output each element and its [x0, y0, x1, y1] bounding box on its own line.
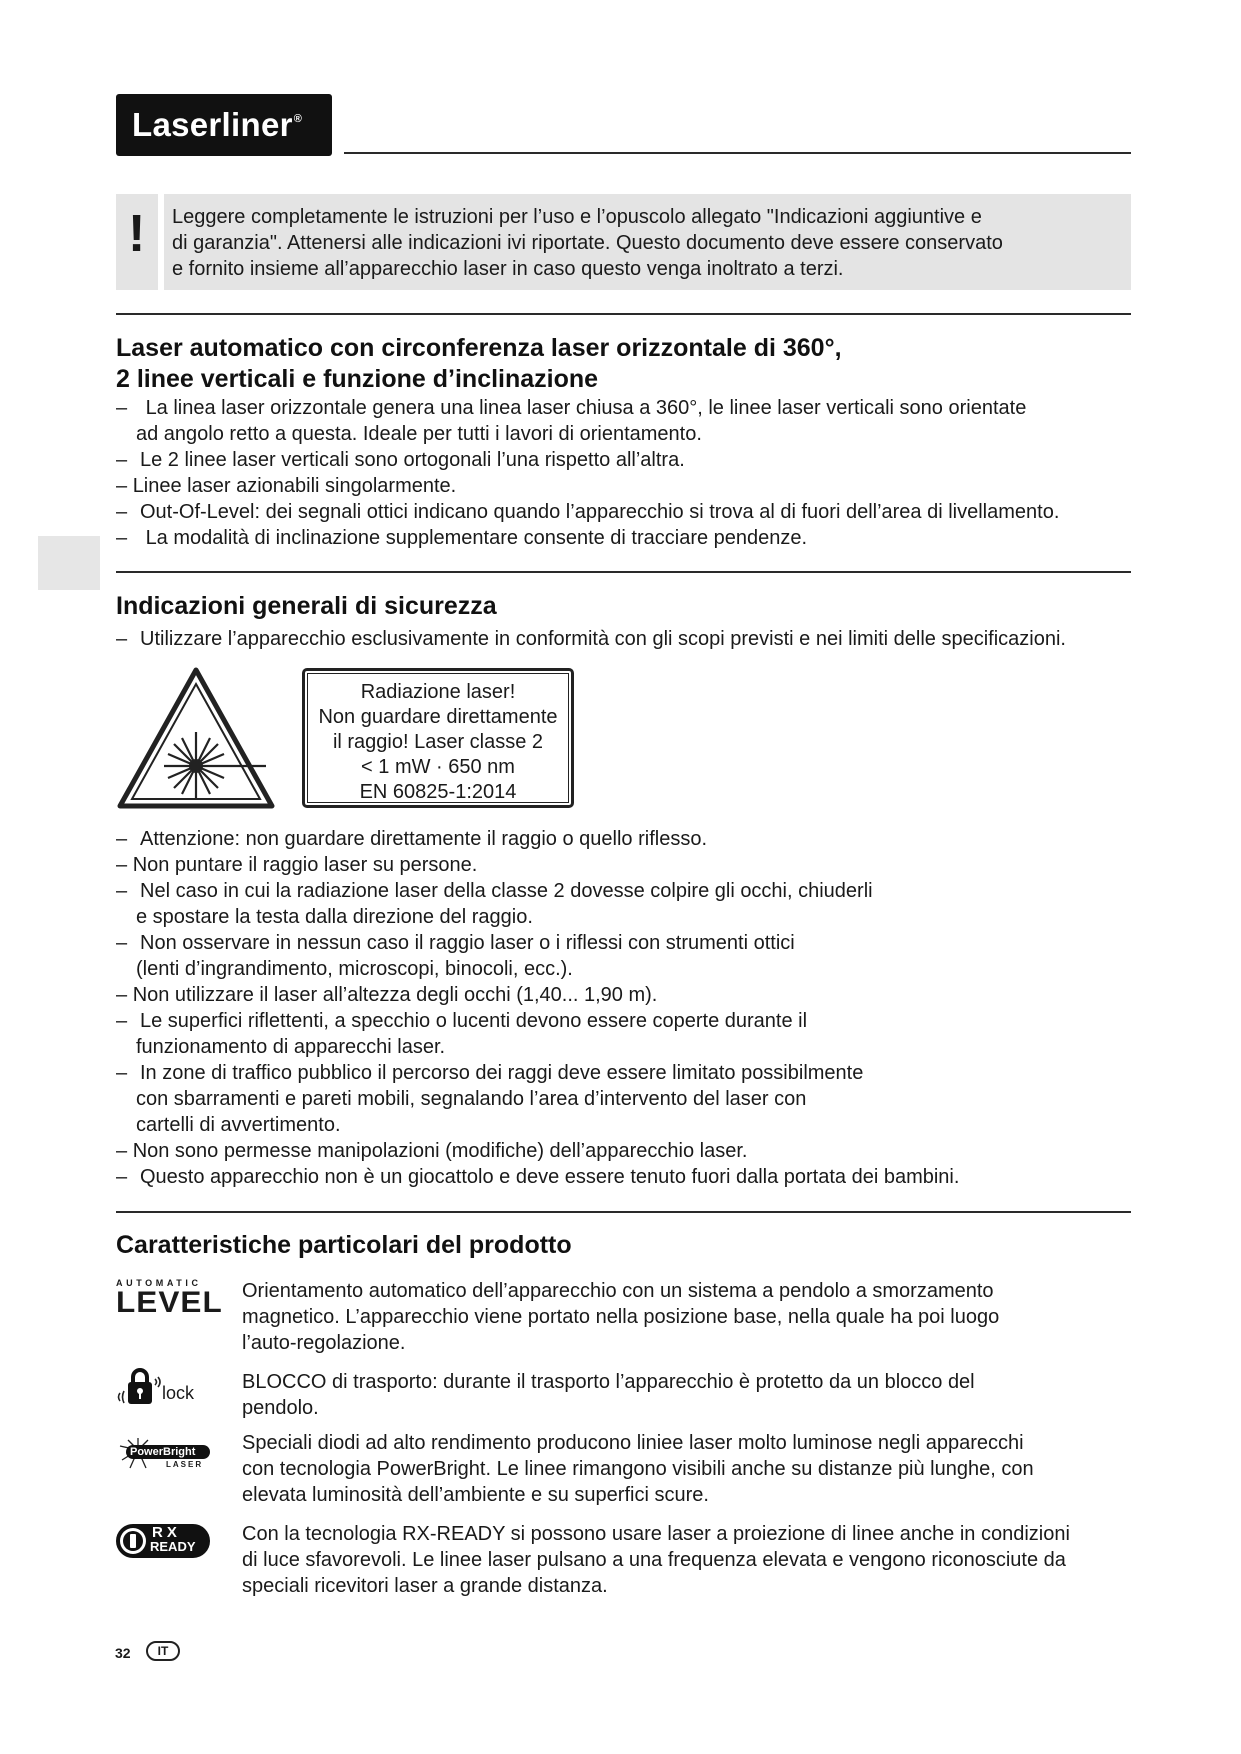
icon-text: RX [152, 1524, 181, 1541]
list-item: – Linee laser azionabili singolarmente. [116, 475, 457, 497]
feature-description [242, 1430, 1142, 1508]
language-badge: IT [146, 1641, 180, 1661]
side-tab [38, 536, 100, 590]
padlock-icon [116, 1367, 162, 1407]
section-product-features [116, 1230, 572, 1261]
list-item: – In zone di traffico pubblico il percorso dei raggi deve essere limitato possibilmente con sbarramenti e pareti mobili, segnalando l’area d’intervento del laser con cartelli di avvertimento. [116, 1062, 864, 1136]
section-title: 2 linee verticali e funzione d’inclinazione [116, 365, 599, 393]
notice-line: di garanzia". Attenersi alle indicazioni ivi riportate. Questo documento deve essere conservato [172, 232, 1003, 254]
brand-name: Laserliner [132, 106, 293, 143]
list-item: – Non puntare il raggio laser su persone. [116, 854, 478, 876]
feature-list [116, 395, 1136, 551]
divider [116, 571, 1131, 573]
header-rule [344, 152, 1131, 154]
section-title: Caratteristiche particolari del prodotto [116, 1231, 572, 1259]
list-item: – Non osservare in nessun caso il raggio laser o i riflessi con strumenti ottici (lenti d’ingrandimento, microscopi, binocoli, ecc.). [116, 932, 795, 980]
notice-separator [158, 194, 164, 290]
notice-text [172, 204, 1122, 282]
receiver-icon [118, 1526, 148, 1556]
section-title: Laser automatico con circonferenza laser orizzontale di 360°, [116, 334, 842, 362]
warning-line: < 1 mW · 650 nm [361, 756, 515, 778]
feature-line: BLOCCO di trasporto: durante il trasporto l’apparecchio è protetto da un blocco del [242, 1371, 975, 1393]
icon-text: LEVEL [116, 1286, 223, 1319]
list-item: – Questo apparecchio non è un giocattolo e deve essere tenuto fuori dalla portata dei bambini. [116, 1166, 960, 1188]
icon-text: PowerBright [130, 1446, 196, 1458]
registered-mark: ® [293, 113, 303, 125]
brand-logo [116, 94, 332, 156]
section-title: Indicazioni generali di sicurezza [116, 592, 497, 620]
list-item: – Nel caso in cui la radiazione laser della classe 2 dovesse colpire gli occhi, chiuderli e spostare la testa dalla direzione del raggio. [116, 880, 873, 928]
divider [116, 313, 1131, 315]
list-item: – Attenzione: non guardare direttamente il raggio o quello riflesso. [116, 828, 708, 850]
notice-line: Leggere completamente le istruzioni per l’uso e l’opuscolo allegato "Indicazioni aggiuntive e [172, 206, 982, 228]
list-item: – Le 2 linee laser verticali sono ortogonali l’una rispetto all’altra. [116, 449, 685, 471]
page-number: 32 [115, 1645, 131, 1661]
icon-text: LASER [166, 1460, 204, 1469]
feature-line: con tecnologia PowerBright. Le linee rimangono visibili anche su distanze più lunghe, con [242, 1458, 1034, 1480]
safety-intro [116, 626, 1136, 652]
laser-warning-icon [116, 666, 276, 812]
feature-line: l’auto-regolazione. [242, 1332, 406, 1354]
list-item: – La linea laser orizzontale genera una linea laser chiusa a 360°, le linee laser verticali sono orientate ad angolo retto a questa. Ideale per tutti i lavori di orientamento. [116, 397, 1027, 445]
warning-line: il raggio! Laser classe 2 [332, 731, 544, 753]
safety-list [116, 826, 1136, 1190]
lock-icon [116, 1367, 206, 1407]
safety-list-container [116, 826, 1136, 1190]
notice-box [116, 194, 1131, 290]
section-safety [116, 591, 1136, 652]
feature-description [242, 1521, 1142, 1599]
feature-line: di luce sfavorevoli. Le linee laser pulsano a una frequenza elevata e vengono riconosciute da [242, 1549, 1066, 1571]
list-item: – La modalità di inclinazione supplementare consente di tracciare pendenze. [116, 527, 808, 549]
feature-line: elevata luminosità dell’ambiente e su superfici scure. [242, 1484, 709, 1506]
laser-warning-label [302, 668, 574, 808]
rx-ready-icon [116, 1524, 210, 1558]
feature-line: magnetico. L’apparecchio viene portato nella posizione base, nella quale ha poi luogo [242, 1306, 1000, 1328]
list-item: – Non utilizzare il laser all’altezza degli occhi (1,40... 1,90 m). [116, 984, 658, 1006]
feature-description [242, 1369, 1142, 1421]
exclamation-icon: ! [128, 205, 146, 263]
warning-line: Non guardare direttamente [318, 706, 558, 728]
warning-line: EN 60825-1:2014 [359, 781, 517, 803]
list-item: – Out-Of-Level: dei segnali ottici indicano quando l’apparecchio si trova al di fuori dell’area di livellamento. [116, 501, 1060, 523]
icon-text: READY [150, 1539, 196, 1554]
feature-line: Con la tecnologia RX-READY si possono usare laser a proiezione di linee anche in condizioni [242, 1523, 1070, 1545]
list-item: – Utilizzare l’apparecchio esclusivamente in conformità con gli scopi previsti e nei limiti delle specificazioni. [116, 628, 1066, 650]
icon-text: lock [162, 1383, 195, 1403]
section-features-intro [116, 333, 1136, 551]
feature-line: speciali ricevitori laser a grande distanza. [242, 1575, 608, 1597]
list-item: – Le superfici riflettenti, a specchio o lucenti devono essere coperte durante il funzionamento di apparecchi laser. [116, 1010, 808, 1058]
feature-line: Orientamento automatico dell’apparecchio con un sistema a pendolo a smorzamento [242, 1280, 994, 1302]
list-item: – Non sono permesse manipolazioni (modifiche) dell’apparecchio laser. [116, 1140, 748, 1162]
icon-text: AUTOMATIC [116, 1278, 202, 1288]
feature-line: Speciali diodi ad alto rendimento producono liniee laser molto luminose negli apparecchi [242, 1432, 1024, 1454]
feature-line: pendolo. [242, 1397, 319, 1419]
notice-line: e fornito insieme all’apparecchio laser in caso questo venga inoltrato a terzi. [172, 258, 844, 280]
feature-description [242, 1278, 1142, 1356]
automatic-level-icon [116, 1278, 223, 1320]
warning-line: Radiazione laser! [360, 681, 516, 703]
divider [116, 1211, 1131, 1213]
powerbright-icon [116, 1436, 212, 1476]
